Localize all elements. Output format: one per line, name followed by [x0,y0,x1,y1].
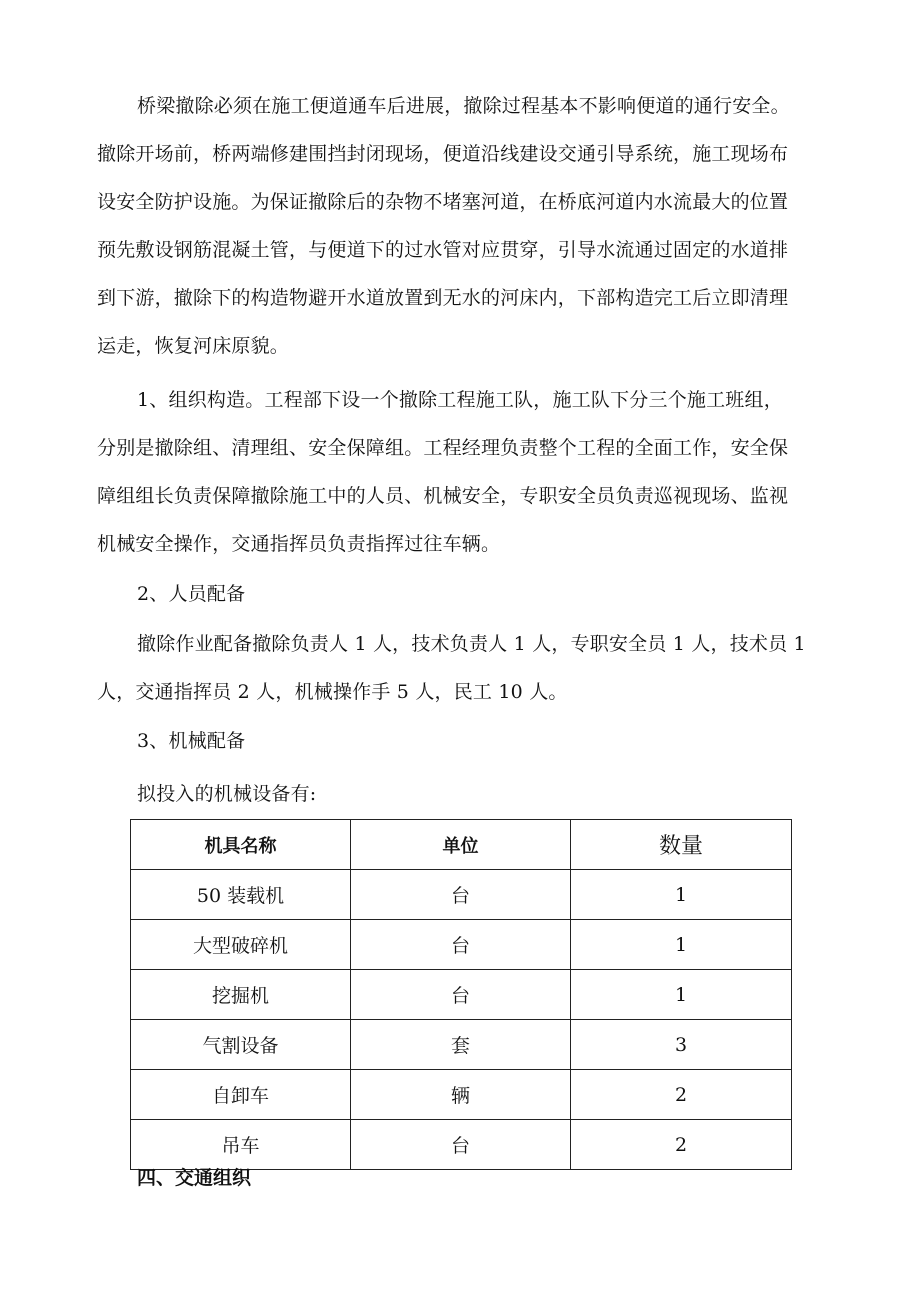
cell-equipment-name: 气割设备 [131,1020,351,1070]
text-line: 到下游，撤除下的构造物避开水道放置到无水的河床内，下部构造完工后立即清理 [97,287,789,309]
cell-quantity: 2 [571,1120,792,1170]
cell-equipment-name: 挖掘机 [131,970,351,1020]
cell-unit: 台 [351,920,571,970]
cell-unit: 台 [351,870,571,920]
table-row [131,970,792,1020]
table-row [131,920,792,970]
cell-unit: 辆 [351,1070,571,1120]
section-personnel-heading: 2、人员配备 [137,583,246,605]
table-row [131,1020,792,1070]
cell-quantity: 2 [571,1070,792,1120]
text-line: 1、组织构造。工程部下设一个撤除工程施工队，施工队下分三个施工班组， [137,389,783,411]
header-unit: 单位 [351,820,571,870]
paragraph-organization [97,376,837,568]
text-line: 撤除作业配备撤除负责人 1 人，技术负责人 1 人，专职安全员 1 人，技术员 1 [137,633,806,655]
equipment-table [130,819,792,1170]
cell-equipment-name: 50 装载机 [131,870,351,920]
cell-quantity: 1 [571,870,792,920]
cell-quantity: 1 [571,970,792,1020]
cell-unit: 台 [351,970,571,1020]
table-row [131,1070,792,1120]
cell-quantity: 3 [571,1020,792,1070]
cell-quantity: 1 [571,920,792,970]
text-line: 桥梁撤除必须在施工便道通车后进展，撤除过程基本不影响便道的通行安全。 [137,95,790,117]
cell-equipment-name: 自卸车 [131,1070,351,1120]
cell-equipment-name: 吊车 [131,1120,351,1170]
cell-equipment-name: 大型破碎机 [131,920,351,970]
paragraph-personnel [97,620,837,716]
text-line: 分别是撤除组、清理组、安全保障组。工程经理负责整个工程的全面工作，安全保 [97,437,789,459]
text-line: 撤除开场前，桥两端修建围挡封闭现场，便道沿线建设交通引导系统，施工现场布 [97,143,789,165]
text-line: 预先敷设钢筋混凝土管，与便道下的过水管对应贯穿，引导水流通过固定的水道排 [97,239,789,261]
text-line: 机械安全操作，交通指挥员负责指挥过往车辆。 [97,533,501,555]
text-line: 人，交通指挥员 2 人，机械操作手 5 人，民工 10 人。 [97,681,568,703]
header-equipment-name: 机具名称 [131,820,351,870]
cell-unit: 套 [351,1020,571,1070]
table-header-row [131,820,792,870]
section-traffic-heading: 四、交通组织 [137,1167,252,1189]
machinery-intro: 拟投入的机械设备有: [137,783,317,805]
section-machinery-heading: 3、机械配备 [137,730,246,752]
table-row [131,870,792,920]
text-line: 运走，恢复河床原貌。 [97,335,290,357]
header-quantity: 数量 [571,820,792,870]
text-line: 设安全防护设施。为保证撤除后的杂物不堵塞河道，在桥底河道内水流最大的位置 [97,191,789,213]
text-line: 障组组长负责保障撤除施工中的人员、机械安全，专职安全员负责巡视现场、监视 [97,485,789,507]
cell-unit: 台 [351,1120,571,1170]
paragraph-bridge-demolition [97,82,837,370]
